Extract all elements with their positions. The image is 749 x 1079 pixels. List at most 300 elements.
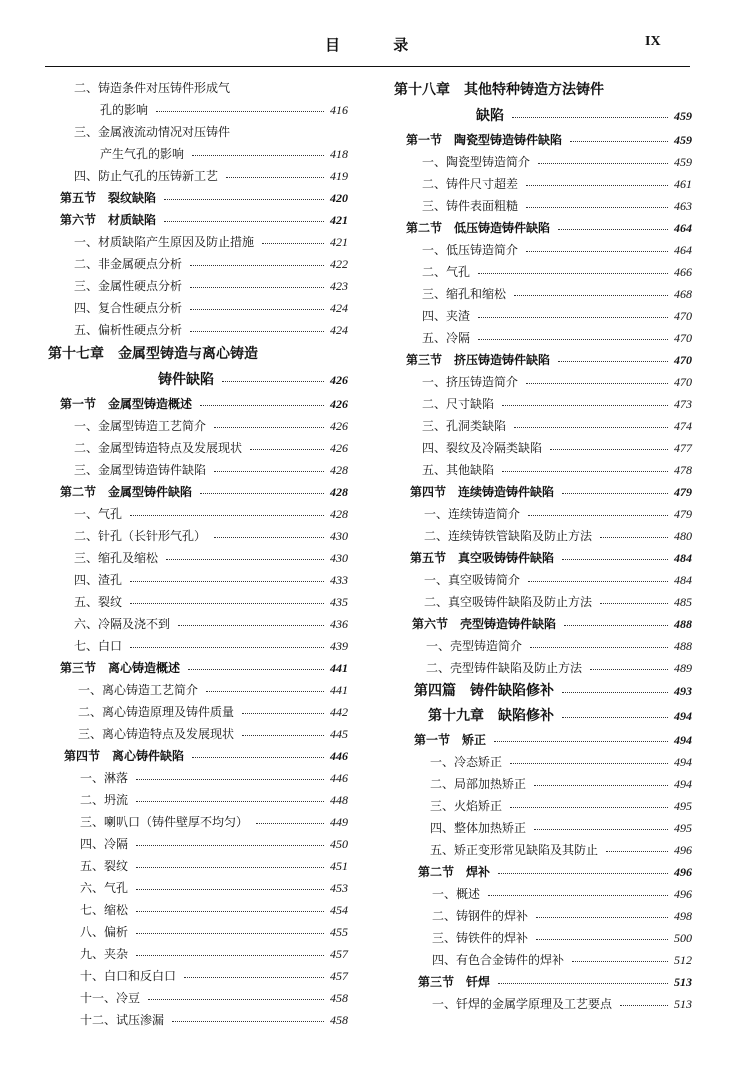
dot-leader — [550, 449, 668, 450]
dot-leader — [620, 1005, 668, 1006]
toc-entry-title: 第四节 连续铸造铸件缺陷 — [410, 485, 555, 499]
toc-entry — [392, 525, 692, 547]
toc-entry-title: 第三节 钎焊 — [418, 975, 491, 989]
dot-leader — [136, 867, 324, 868]
toc-entry-page: 479 — [674, 507, 692, 521]
toc-entry-title: 四、夹渣 — [422, 309, 471, 323]
toc-entry-page: 450 — [330, 837, 348, 851]
toc-entry — [392, 883, 692, 905]
toc-entry — [48, 921, 348, 943]
toc-entry — [48, 99, 348, 121]
toc-entry-title: 三、金属型铸造铸件缺陷 — [74, 463, 207, 477]
dot-leader — [164, 199, 324, 200]
toc-entry — [392, 393, 692, 415]
toc-entry — [48, 591, 348, 613]
toc-entry — [48, 297, 348, 319]
toc-entry-title: 三、缩孔及缩松 — [74, 551, 159, 565]
toc-entry — [48, 811, 348, 833]
header-title: 目 录 — [325, 36, 433, 54]
dot-leader — [530, 647, 668, 648]
toc-entry-page: 428 — [330, 485, 348, 499]
dot-leader — [178, 625, 324, 626]
dot-leader — [536, 917, 668, 918]
toc-entry-title: 第六节 壳型铸造铸件缺陷 — [412, 617, 557, 631]
toc-entry-page: 441 — [330, 683, 348, 697]
toc-entry-title: 一、低压铸造简介 — [422, 243, 519, 257]
toc-entry — [392, 103, 692, 129]
toc-entry-title: 五、矫正变形常见缺陷及其防止 — [430, 843, 599, 857]
toc-entry — [48, 877, 348, 899]
toc-entry — [48, 657, 348, 679]
toc-entry — [392, 217, 692, 239]
toc-entry-title: 三、金属液流动情况对压铸件 — [74, 125, 231, 139]
toc-entry — [392, 415, 692, 437]
toc-entry — [392, 129, 692, 151]
toc-entry — [48, 789, 348, 811]
toc-entry-page: 479 — [674, 485, 692, 499]
dot-leader — [528, 581, 668, 582]
toc-entry-page: 424 — [330, 301, 348, 315]
toc-entry — [48, 1009, 348, 1031]
toc-entry — [392, 729, 692, 751]
toc-entry-title: 四、冷隔 — [80, 837, 129, 851]
toc-entry-page: 459 — [674, 155, 692, 169]
dot-leader — [562, 559, 668, 560]
dot-leader — [514, 295, 668, 296]
dot-leader — [190, 287, 324, 288]
toc-entry — [48, 965, 348, 987]
toc-entry-page: 448 — [330, 793, 348, 807]
toc-entry-title: 二、铸件尺寸超差 — [422, 177, 519, 191]
toc-entry — [392, 305, 692, 327]
toc-entry-title: 三、缩孔和缩松 — [422, 287, 507, 301]
toc-entry-title: 一、挤压铸造简介 — [422, 375, 519, 389]
toc-entry-title: 二、局部加热矫正 — [430, 777, 527, 791]
dot-leader — [242, 713, 324, 714]
dot-leader — [130, 581, 324, 582]
dot-leader — [562, 692, 668, 693]
toc-entry — [48, 459, 348, 481]
toc-entry-title: 二、气孔 — [422, 265, 471, 279]
toc-entry-page: 459 — [674, 133, 692, 147]
toc-entry — [48, 187, 348, 209]
dot-leader — [136, 933, 324, 934]
dot-leader — [538, 163, 668, 164]
toc-entry — [392, 77, 692, 103]
toc-entry-page: 457 — [330, 947, 348, 961]
toc-entry — [48, 165, 348, 187]
toc-entry — [48, 437, 348, 459]
toc-entry-title: 二、非金属硬点分析 — [74, 257, 183, 271]
toc-entry-page: 494 — [674, 733, 692, 747]
toc-entry — [48, 415, 348, 437]
dot-leader — [262, 243, 324, 244]
toc-entry-page: 496 — [674, 865, 692, 879]
toc-entry-title: 五、其他缺陷 — [422, 463, 495, 477]
toc-entry — [392, 481, 692, 503]
dot-leader — [130, 515, 324, 516]
dot-leader — [606, 851, 668, 852]
toc-entry-title: 孔的影响 — [100, 103, 149, 117]
dot-leader — [190, 331, 324, 332]
toc-entry-title: 第二节 金属型铸件缺陷 — [60, 485, 193, 499]
toc-entry-page: 439 — [330, 639, 348, 653]
toc-entry — [48, 855, 348, 877]
toc-entry-page: 418 — [330, 147, 348, 161]
toc-entry-title: 四、裂纹及冷隔类缺陷 — [422, 441, 543, 455]
toc-entry-title: 三、铸铁件的焊补 — [432, 931, 529, 945]
dot-leader — [242, 735, 324, 736]
toc-entry — [48, 231, 348, 253]
dot-leader — [136, 911, 324, 912]
toc-entry-page: 500 — [674, 931, 692, 945]
toc-entry-title: 四、复合性硬点分析 — [74, 301, 183, 315]
toc-entry-page: 446 — [330, 771, 348, 785]
toc-entry-title: 三、铸件表面粗糙 — [422, 199, 519, 213]
toc-entry-title: 第四节 离心铸件缺陷 — [64, 749, 185, 763]
toc-entry — [48, 899, 348, 921]
dot-leader — [562, 493, 668, 494]
dot-leader — [510, 807, 668, 808]
toc-entry — [48, 503, 348, 525]
dot-leader — [488, 895, 668, 896]
toc-entry — [392, 547, 692, 569]
toc-entry — [392, 283, 692, 305]
dot-leader — [136, 955, 324, 956]
dot-leader — [478, 339, 668, 340]
toc-entry-page: 451 — [330, 859, 348, 873]
toc-entry-title: 产生气孔的影响 — [100, 147, 185, 161]
dot-leader — [190, 265, 324, 266]
toc-entry-title: 一、淋落 — [80, 771, 129, 785]
toc-entry — [392, 971, 692, 993]
toc-entry-page: 470 — [674, 353, 692, 367]
toc-entry-page: 477 — [674, 441, 692, 455]
toc-entry-page: 495 — [674, 821, 692, 835]
toc-entry-title: 第六节 材质缺陷 — [60, 213, 157, 227]
toc-entry-page: 488 — [674, 639, 692, 653]
toc-entry-page: 480 — [674, 529, 692, 543]
toc-entry-page: 424 — [330, 323, 348, 337]
dot-leader — [206, 691, 324, 692]
dot-leader — [502, 405, 668, 406]
toc-entry-title: 八、偏析 — [80, 925, 129, 939]
toc-entry-title: 第三节 离心铸造概述 — [60, 661, 181, 675]
dot-leader — [226, 177, 324, 178]
toc-entry-title: 九、夹杂 — [80, 947, 129, 961]
toc-entry-page: 463 — [674, 199, 692, 213]
toc-entry — [392, 817, 692, 839]
toc-entry-page: 446 — [330, 749, 348, 763]
toc-entry-page: 453 — [330, 881, 348, 895]
toc-entry-title: 三、孔洞类缺陷 — [422, 419, 507, 433]
toc-entry — [392, 613, 692, 635]
dot-leader — [184, 977, 324, 978]
dot-leader — [250, 449, 324, 450]
toc-entry — [392, 751, 692, 773]
toc-entry-title: 二、铸造条件对压铸件形成气 — [74, 81, 231, 95]
toc-left-column — [48, 77, 348, 1031]
toc-entry — [392, 993, 692, 1015]
dot-leader — [148, 999, 324, 1000]
toc-entry-title: 一、材质缺陷产生原因及防止措施 — [74, 235, 255, 249]
toc-entry-page: 436 — [330, 617, 348, 631]
toc-entry — [392, 927, 692, 949]
toc-entry-title: 三、金属性硬点分析 — [74, 279, 183, 293]
toc-entry — [392, 905, 692, 927]
toc-entry-page: 513 — [674, 975, 692, 989]
toc-entry-title: 第一节 陶瓷型铸造铸件缺陷 — [406, 133, 563, 147]
toc-entry-page: 416 — [330, 103, 348, 117]
toc-entry-title: 一、金属型铸造工艺简介 — [74, 419, 207, 433]
toc-entry — [392, 773, 692, 795]
toc-entry-title: 三、火焰矫正 — [430, 799, 503, 813]
dot-leader — [534, 829, 668, 830]
dot-leader — [498, 983, 668, 984]
toc-entry-page: 428 — [330, 463, 348, 477]
toc-entry-title: 铸件缺陷 — [158, 372, 214, 388]
toc-entry-page: 494 — [674, 709, 692, 723]
toc-entry-title: 第五节 真空吸铸铸件缺陷 — [410, 551, 555, 565]
toc-entry-page: 485 — [674, 595, 692, 609]
toc-entry — [48, 679, 348, 701]
dot-leader — [526, 383, 668, 384]
dot-leader — [562, 717, 668, 718]
toc-entry-title: 七、白口 — [74, 639, 123, 653]
toc-entry-title: 一、陶瓷型铸造简介 — [422, 155, 531, 169]
toc-entry-page: 428 — [330, 507, 348, 521]
toc-entry-page: 461 — [674, 177, 692, 191]
dot-leader — [136, 801, 324, 802]
toc-entry — [48, 341, 348, 367]
toc-entry-page: 470 — [674, 309, 692, 323]
dot-leader — [536, 939, 668, 940]
toc-entry-title: 第二节 焊补 — [418, 865, 491, 879]
dot-leader — [600, 603, 668, 604]
toc-entry-page: 449 — [330, 815, 348, 829]
toc-entry — [392, 861, 692, 883]
toc-entry-title: 第十八章 其他特种铸造方法铸件 — [394, 82, 604, 98]
toc-entry — [48, 569, 348, 591]
toc-entry — [48, 143, 348, 165]
toc-entry — [48, 319, 348, 341]
toc-entry — [48, 367, 348, 393]
toc-entry-title: 二、壳型铸件缺陷及防止方法 — [426, 661, 583, 675]
toc-entry-page: 464 — [674, 221, 692, 235]
dot-leader — [164, 221, 324, 222]
toc-entry-title: 第二节 低压铸造铸件缺陷 — [406, 221, 551, 235]
toc-entry-title: 一、壳型铸造简介 — [426, 639, 523, 653]
toc-entry-title: 五、冷隔 — [422, 331, 471, 345]
toc-entry-title: 一、连续铸造简介 — [424, 507, 521, 521]
toc-entry-page: 420 — [330, 191, 348, 205]
dot-leader — [558, 229, 668, 230]
toc-entry-title: 缺陷 — [476, 108, 504, 124]
dot-leader — [214, 471, 324, 472]
toc-entry — [392, 679, 692, 703]
toc-entry-page: 454 — [330, 903, 348, 917]
toc-entry-page: 493 — [674, 684, 692, 698]
page-header — [0, 34, 749, 58]
toc-entry-page: 470 — [674, 331, 692, 345]
dot-leader — [188, 669, 324, 670]
toc-entry — [392, 151, 692, 173]
toc-entry — [48, 275, 348, 297]
toc-entry-page: 426 — [330, 397, 348, 411]
toc-entry-title: 一、冷态矫正 — [430, 755, 503, 769]
toc-entry-title: 二、尺寸缺陷 — [422, 397, 495, 411]
toc-entry-page: 441 — [330, 661, 348, 675]
dot-leader — [478, 273, 668, 274]
toc-entry-page: 473 — [674, 397, 692, 411]
toc-entry-page: 512 — [674, 953, 692, 967]
header-page-number: IX — [645, 34, 661, 49]
toc-entry-page: 430 — [330, 529, 348, 543]
toc-entry — [392, 635, 692, 657]
toc-entry-title: 二、金属型铸造特点及发展现状 — [74, 441, 243, 455]
toc-entry — [48, 767, 348, 789]
toc-entry-page: 458 — [330, 1013, 348, 1027]
toc-entry-title: 一、概述 — [432, 887, 481, 901]
dot-leader — [136, 779, 324, 780]
dot-leader — [590, 669, 668, 670]
toc-entry — [48, 987, 348, 1009]
toc-entry-title: 十、白口和反白口 — [80, 969, 177, 983]
dot-leader — [512, 117, 668, 118]
toc-entry — [392, 795, 692, 817]
toc-entry — [48, 547, 348, 569]
toc-entry-title: 第一节 金属型铸造概述 — [60, 397, 193, 411]
dot-leader — [514, 427, 668, 428]
toc-entry-page: 423 — [330, 279, 348, 293]
toc-entry-page: 421 — [330, 235, 348, 249]
toc-entry — [392, 503, 692, 525]
toc-entry-title: 二、离心铸造原理及铸件质量 — [78, 705, 235, 719]
dot-leader — [558, 361, 668, 362]
dot-leader — [222, 381, 324, 382]
toc-entry — [392, 949, 692, 971]
dot-leader — [200, 493, 324, 494]
toc-entry — [48, 745, 348, 767]
toc-entry-page: 478 — [674, 463, 692, 477]
dot-leader — [172, 1021, 324, 1022]
toc-entry-title: 一、气孔 — [74, 507, 123, 521]
toc-entry — [392, 459, 692, 481]
toc-entry-page: 464 — [674, 243, 692, 257]
dot-leader — [526, 251, 668, 252]
toc-entry-page: 419 — [330, 169, 348, 183]
toc-entry-page: 430 — [330, 551, 348, 565]
dot-leader — [200, 405, 324, 406]
toc-entry-page: 495 — [674, 799, 692, 813]
toc-entry — [48, 481, 348, 503]
toc-entry-page: 494 — [674, 777, 692, 791]
toc-entry-title: 六、冷隔及浇不到 — [74, 617, 171, 631]
toc-entry-page: 435 — [330, 595, 348, 609]
toc-entry — [48, 77, 348, 99]
dot-leader — [130, 603, 324, 604]
toc-entry — [48, 723, 348, 745]
dot-leader — [136, 845, 324, 846]
toc-entry-page: 455 — [330, 925, 348, 939]
toc-entry — [392, 591, 692, 613]
toc-entry-title: 三、喇叭口（铸件壁厚不均匀） — [80, 815, 249, 829]
toc-entry — [392, 371, 692, 393]
toc-entry-title: 一、离心铸造工艺简介 — [78, 683, 199, 697]
toc-entry — [48, 121, 348, 143]
toc-entry-page: 474 — [674, 419, 692, 433]
toc-entry-title: 五、裂纹 — [80, 859, 129, 873]
toc-entry-title: 一、钎焊的金属学原理及工艺要点 — [432, 997, 613, 1011]
dot-leader — [510, 763, 668, 764]
toc-entry-title: 十一、冷豆 — [80, 991, 141, 1005]
dot-leader — [478, 317, 668, 318]
dot-leader — [190, 309, 324, 310]
toc-entry-title: 第五节 裂纹缺陷 — [60, 191, 157, 205]
dot-leader — [192, 757, 324, 758]
toc-entry — [48, 209, 348, 231]
toc-entry-title: 四、渣孔 — [74, 573, 123, 587]
toc-entry — [392, 703, 692, 729]
dot-leader — [564, 625, 668, 626]
dot-leader — [572, 961, 668, 962]
dot-leader — [156, 111, 324, 112]
dot-leader — [130, 647, 324, 648]
toc-entry-title: 一、真空吸铸简介 — [424, 573, 521, 587]
toc-entry — [392, 839, 692, 861]
dot-leader — [534, 785, 668, 786]
toc-entry-page: 484 — [674, 573, 692, 587]
toc-entry-page: 433 — [330, 573, 348, 587]
toc-entry-title: 第四篇 铸件缺陷修补 — [414, 683, 554, 699]
toc-entry — [392, 437, 692, 459]
toc-entry-page: 445 — [330, 727, 348, 741]
toc-entry — [48, 613, 348, 635]
toc-right-column — [392, 77, 692, 1015]
header-rule — [45, 66, 690, 67]
dot-leader — [600, 537, 668, 538]
dot-leader — [502, 471, 668, 472]
dot-leader — [192, 155, 324, 156]
toc-entry-page: 496 — [674, 887, 692, 901]
toc-entry-title: 四、有色合金铸件的焊补 — [432, 953, 565, 967]
dot-leader — [570, 141, 668, 142]
toc-entry-title: 二、真空吸铸件缺陷及防止方法 — [424, 595, 593, 609]
toc-entry — [392, 173, 692, 195]
toc-entry-page: 421 — [330, 213, 348, 227]
toc-entry-title: 四、防止气孔的压铸新工艺 — [74, 169, 219, 183]
toc-entry — [48, 943, 348, 965]
toc-entry-title: 第十七章 金属型铸造与离心铸造 — [48, 346, 258, 362]
toc-entry-title: 二、连续铸铁管缺陷及防止方法 — [424, 529, 593, 543]
toc-entry — [392, 349, 692, 371]
toc-entry-page: 489 — [674, 661, 692, 675]
toc-entry-page: 426 — [330, 441, 348, 455]
toc-entry-page: 470 — [674, 375, 692, 389]
toc-entry-title: 七、缩松 — [80, 903, 129, 917]
dot-leader — [528, 515, 668, 516]
toc-entry — [392, 327, 692, 349]
dot-leader — [526, 207, 668, 208]
dot-leader — [136, 889, 324, 890]
toc-entry-title: 第一节 矫正 — [414, 733, 487, 747]
toc-entry — [48, 393, 348, 415]
toc-entry-title: 六、气孔 — [80, 881, 129, 895]
toc-entry-page: 466 — [674, 265, 692, 279]
toc-entry-title: 二、针孔（长针形气孔） — [74, 529, 207, 543]
toc-entry-title: 十二、试压渗漏 — [80, 1013, 165, 1027]
toc-entry-page: 468 — [674, 287, 692, 301]
